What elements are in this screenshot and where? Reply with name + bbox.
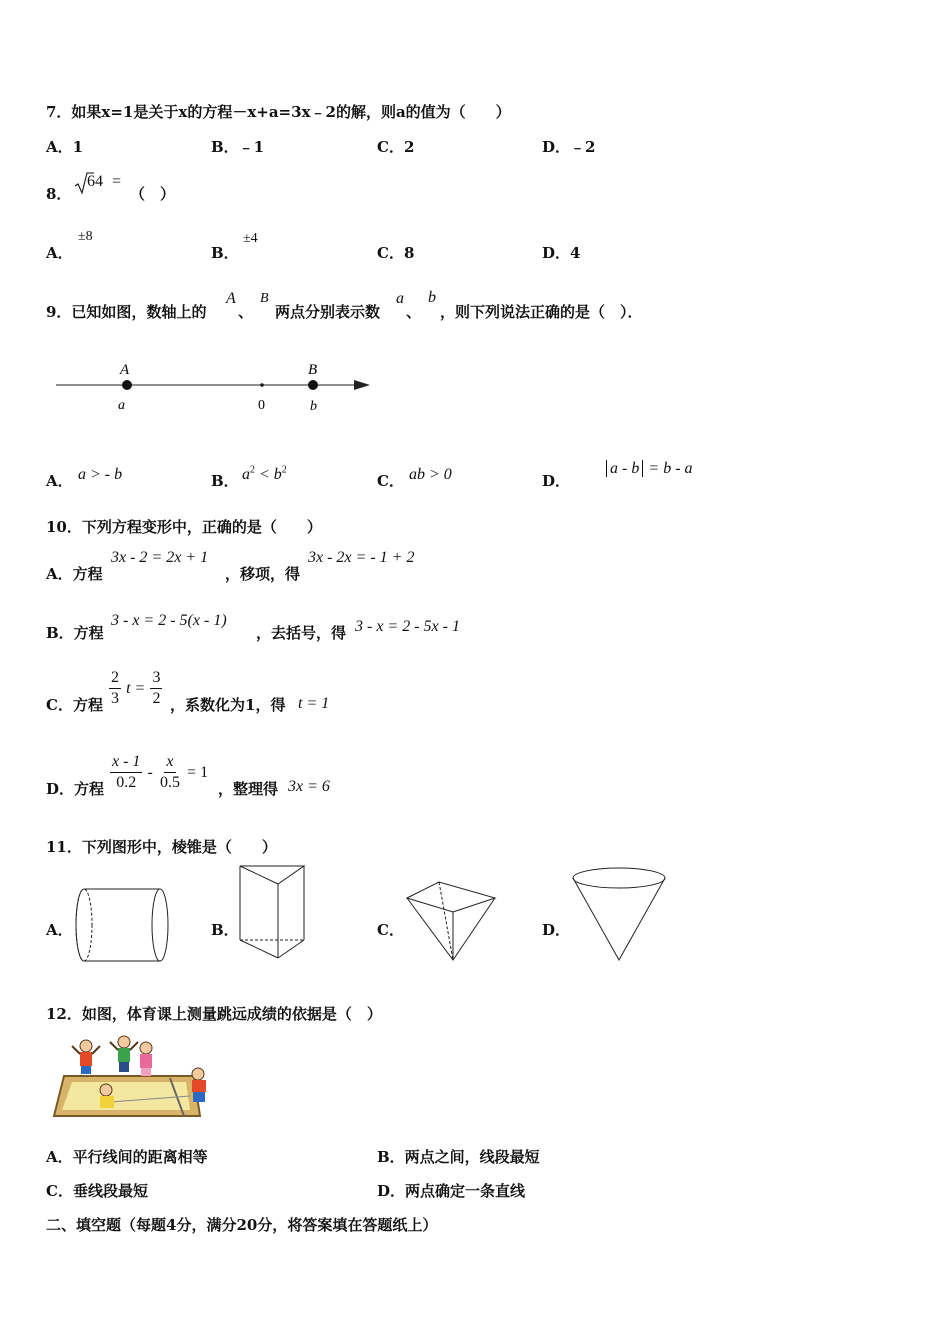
pyramid-figure <box>403 876 503 964</box>
q8-option-c: C．8 <box>377 244 415 262</box>
q8-number: 8． <box>46 185 72 203</box>
point-b-dot <box>308 380 318 390</box>
q10-c-step: ，系数化为1，得 <box>170 696 286 714</box>
q10-a-label: A．方程 <box>46 565 103 583</box>
q10-a-equation: 3x - 2 = 2x + 1 <box>111 549 209 566</box>
q7-stem: 7．如果x=1是关于x的方程－x+a=3x﹣2的解，则a的值为（ ） <box>46 103 511 121</box>
point-a-value: a <box>118 398 125 413</box>
q8-paren: （ ） <box>130 185 176 203</box>
point-a-dot <box>122 380 132 390</box>
q10-d-step: ，整理得 <box>218 780 279 798</box>
cone-figure <box>569 862 671 964</box>
point-a-label: A <box>120 362 130 378</box>
q10-b-step: ，去括号，得 <box>256 624 347 642</box>
point-b-value: b <box>310 399 317 414</box>
q9-stem-prefix: 9．已知如图，数轴上的 <box>46 303 207 321</box>
absolute-value: a - b <box>606 460 643 477</box>
q10-b-equation: 3 - x = 2 - 5(x - 1) <box>111 612 227 629</box>
q9-expr-c: ab > 0 <box>409 466 452 483</box>
q10-c-label: C．方程 <box>46 696 103 714</box>
q9-stem-mid: 两点分别表示数 <box>275 303 381 321</box>
q8-value-b: ±4 <box>243 231 258 246</box>
q9-label-b: B． <box>211 472 239 490</box>
q11-label-b: B． <box>211 921 239 939</box>
long-jump-illustration <box>50 1032 220 1122</box>
number-line-figure <box>50 355 380 420</box>
origin-dot <box>260 383 264 387</box>
q10-a-step: ，移项，得 <box>225 565 301 583</box>
q9-stem-suffix: ，则下列说法正确的是（ ）． <box>440 303 643 321</box>
q11-label-d: D． <box>542 921 571 939</box>
q8-radicand: 64 <box>87 173 103 190</box>
q7-option-b: B．﹣1 <box>211 138 265 156</box>
q9-expr-d: a - b = b - a <box>606 458 693 478</box>
q12-stem: 12．如图，体育课上测量跳远成绩的依据是（ ） <box>46 1005 382 1023</box>
q10-d-equation: $\frac{x - 1}{0.2}$ - $\frac{x}{0.5}$ = 1 <box>112 753 209 791</box>
q8-label-a: A． <box>46 244 73 262</box>
q9-label-a: A． <box>46 472 73 490</box>
triangular-prism-figure <box>236 862 308 962</box>
q8-equals: = <box>112 173 122 190</box>
q12-option-b: B．两点之间，线段最短 <box>377 1148 540 1166</box>
q7-option-c: C．2 <box>377 138 415 156</box>
q10-b-label: B．方程 <box>46 624 104 642</box>
q10-stem: 10．下列方程变形中，正确的是（ ） <box>46 518 322 536</box>
section-2-heading: 二、填空题（每题4分，满分20分，将答案填在答题纸上） <box>46 1216 438 1234</box>
q10-c-result: t = 1 <box>298 695 330 712</box>
q9-sep-2: 、 <box>406 303 422 321</box>
q12-option-d: D．两点确定一条直线 <box>377 1182 526 1200</box>
q9-expr-a: a > - b <box>78 466 123 483</box>
q10-b-result: 3 - x = 2 - 5x - 1 <box>355 618 460 635</box>
q9-var-a: a <box>396 290 404 307</box>
q7-option-d: D．﹣2 <box>542 138 596 156</box>
q8-value-a: ±8 <box>78 229 93 244</box>
q9-label-c: C． <box>377 472 404 490</box>
q9-var-b: b <box>428 289 436 306</box>
q10-a-result: 3x - 2x = - 1 + 2 <box>308 549 415 566</box>
q10-d-result: 3x = 6 <box>288 778 330 795</box>
q9-point-a-var: A <box>226 290 236 307</box>
q10-d-label: D．方程 <box>46 780 105 798</box>
arrow-right-icon <box>354 380 370 390</box>
origin-label: 0 <box>258 398 265 413</box>
q11-label-c: C． <box>377 921 404 939</box>
q8-label-b: B． <box>211 244 239 262</box>
q8-option-d: D．4 <box>542 244 581 262</box>
q10-c-equation: $\frac{2}{3}$ t = $\frac{3}{2}$ <box>111 669 161 707</box>
q9-label-d: D． <box>542 472 571 490</box>
q12-option-c: C．垂线段最短 <box>46 1182 148 1200</box>
q9-sep-1: 、 <box>238 303 254 321</box>
q9-expr-b: $a^2 < b^2$ <box>242 464 287 483</box>
q11-stem: 11．下列图形中，棱锥是（ ） <box>46 838 277 856</box>
q7-option-a: A．1 <box>46 138 84 156</box>
q12-option-a: A．平行线间的距离相等 <box>46 1148 208 1166</box>
q11-label-a: A． <box>46 921 73 939</box>
point-b-label: B <box>308 362 318 378</box>
q9-point-b-var: B <box>260 291 269 306</box>
cylinder-figure <box>72 885 174 965</box>
